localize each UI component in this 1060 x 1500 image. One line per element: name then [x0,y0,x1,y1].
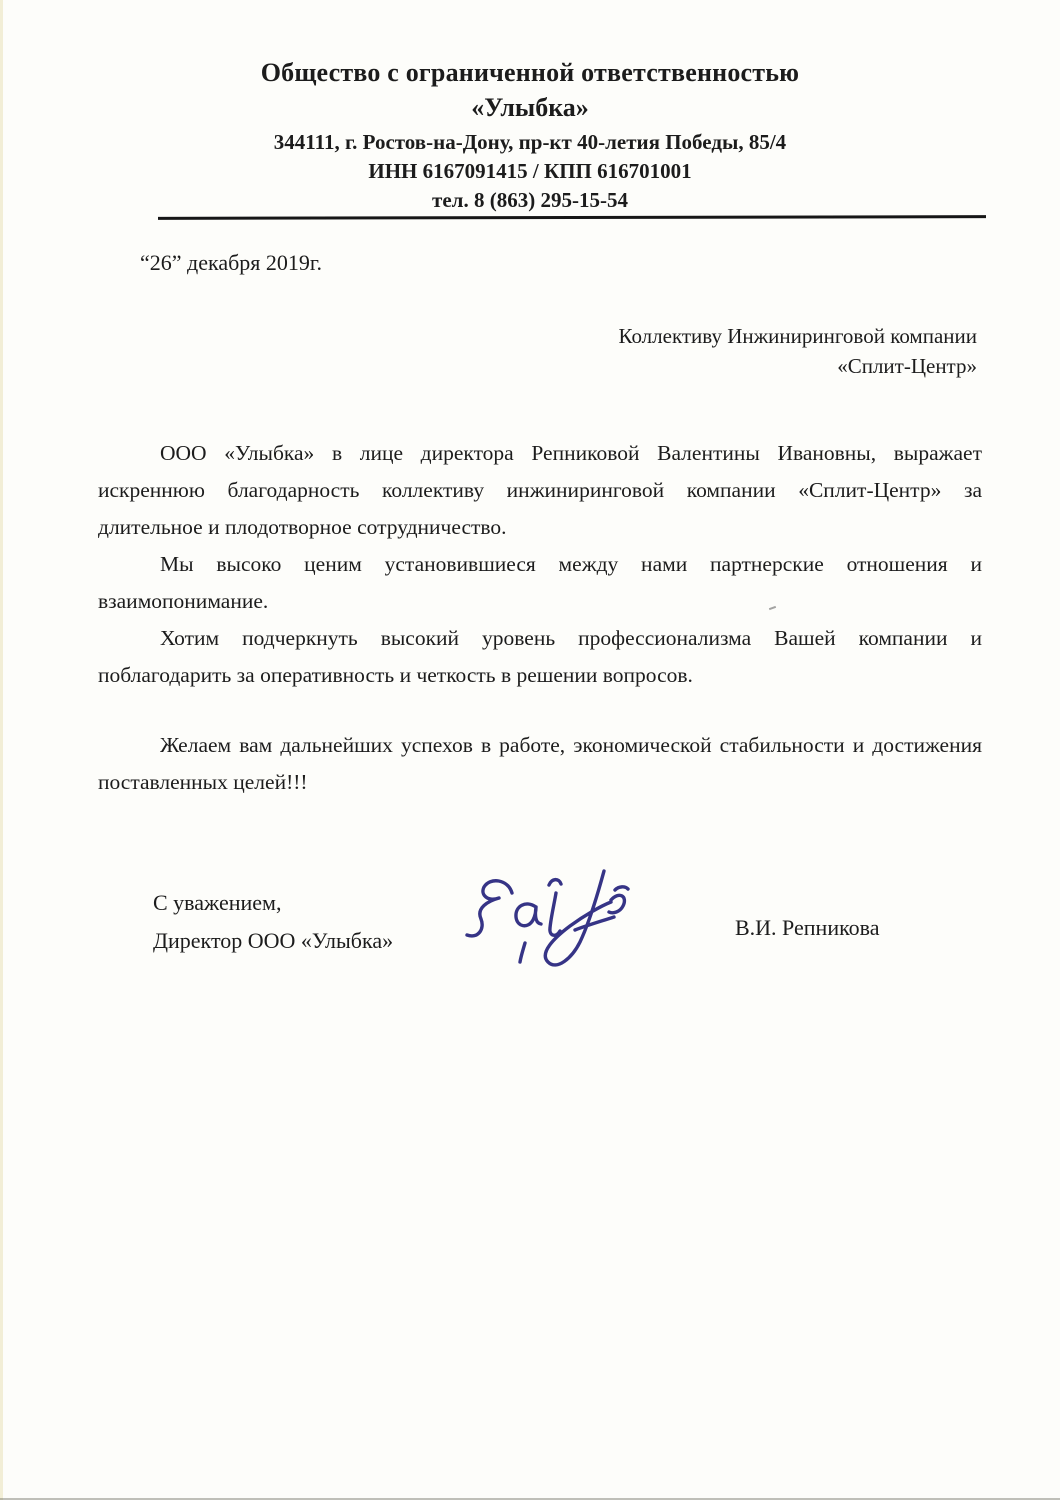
recipient-line1: Коллективу Инжиниринговой компании [618,324,977,348]
org-inn-kpp: ИНН 6167091415 / КПП 616701001 [368,159,692,183]
signer-title: Директор ООО «Улыбка» [153,928,394,953]
letter-body [98,435,982,801]
org-name-line2: «Улыбка» [471,93,589,122]
letter-date: “26” декабря 2019г. [140,250,322,275]
body-paragraph-1: ООО «Улыбка» в лице директора Репниковой Валентины Ивановны, выражает искреннюю благодарность коллективу инжиниринговой компании «Сплит-Центр» за длительное и плодотворное сотрудничество. [98,441,982,539]
body-paragraph-3: Хотим подчеркнуть высокий уровень профессионализма Вашей компании и поблагодарить за оперативность и четкость в решении вопросов. [98,626,982,687]
body-paragraph-4: Желаем вам дальнейших успехов в работе, экономической стабильности и достижения поставленных целей!!! [98,733,982,794]
recipient-block [618,321,977,381]
org-name-line1: Общество с ограниченной ответственностью [260,58,800,87]
letterhead [0,56,1060,215]
org-phone: тел. 8 (863) 295-15-54 [432,188,628,212]
signature-strokes [467,871,628,965]
closing-block [153,884,393,960]
body-paragraph-2: Мы высоко ценим установившиеся между нами партнерские отношения и взаимопонимание. [98,552,982,613]
letterhead-divider [158,215,986,220]
handwritten-signature [462,853,634,989]
recipient-line2: «Сплит-Центр» [837,354,977,378]
signer-name: В.И. Репникова [735,915,880,940]
org-address: 344111, г. Ростов-на-Дону, пр-кт 40-летия Победы, 85/4 [273,130,787,154]
closing-salutation: С уважением, [153,890,282,915]
scan-edge-left [0,0,3,1500]
